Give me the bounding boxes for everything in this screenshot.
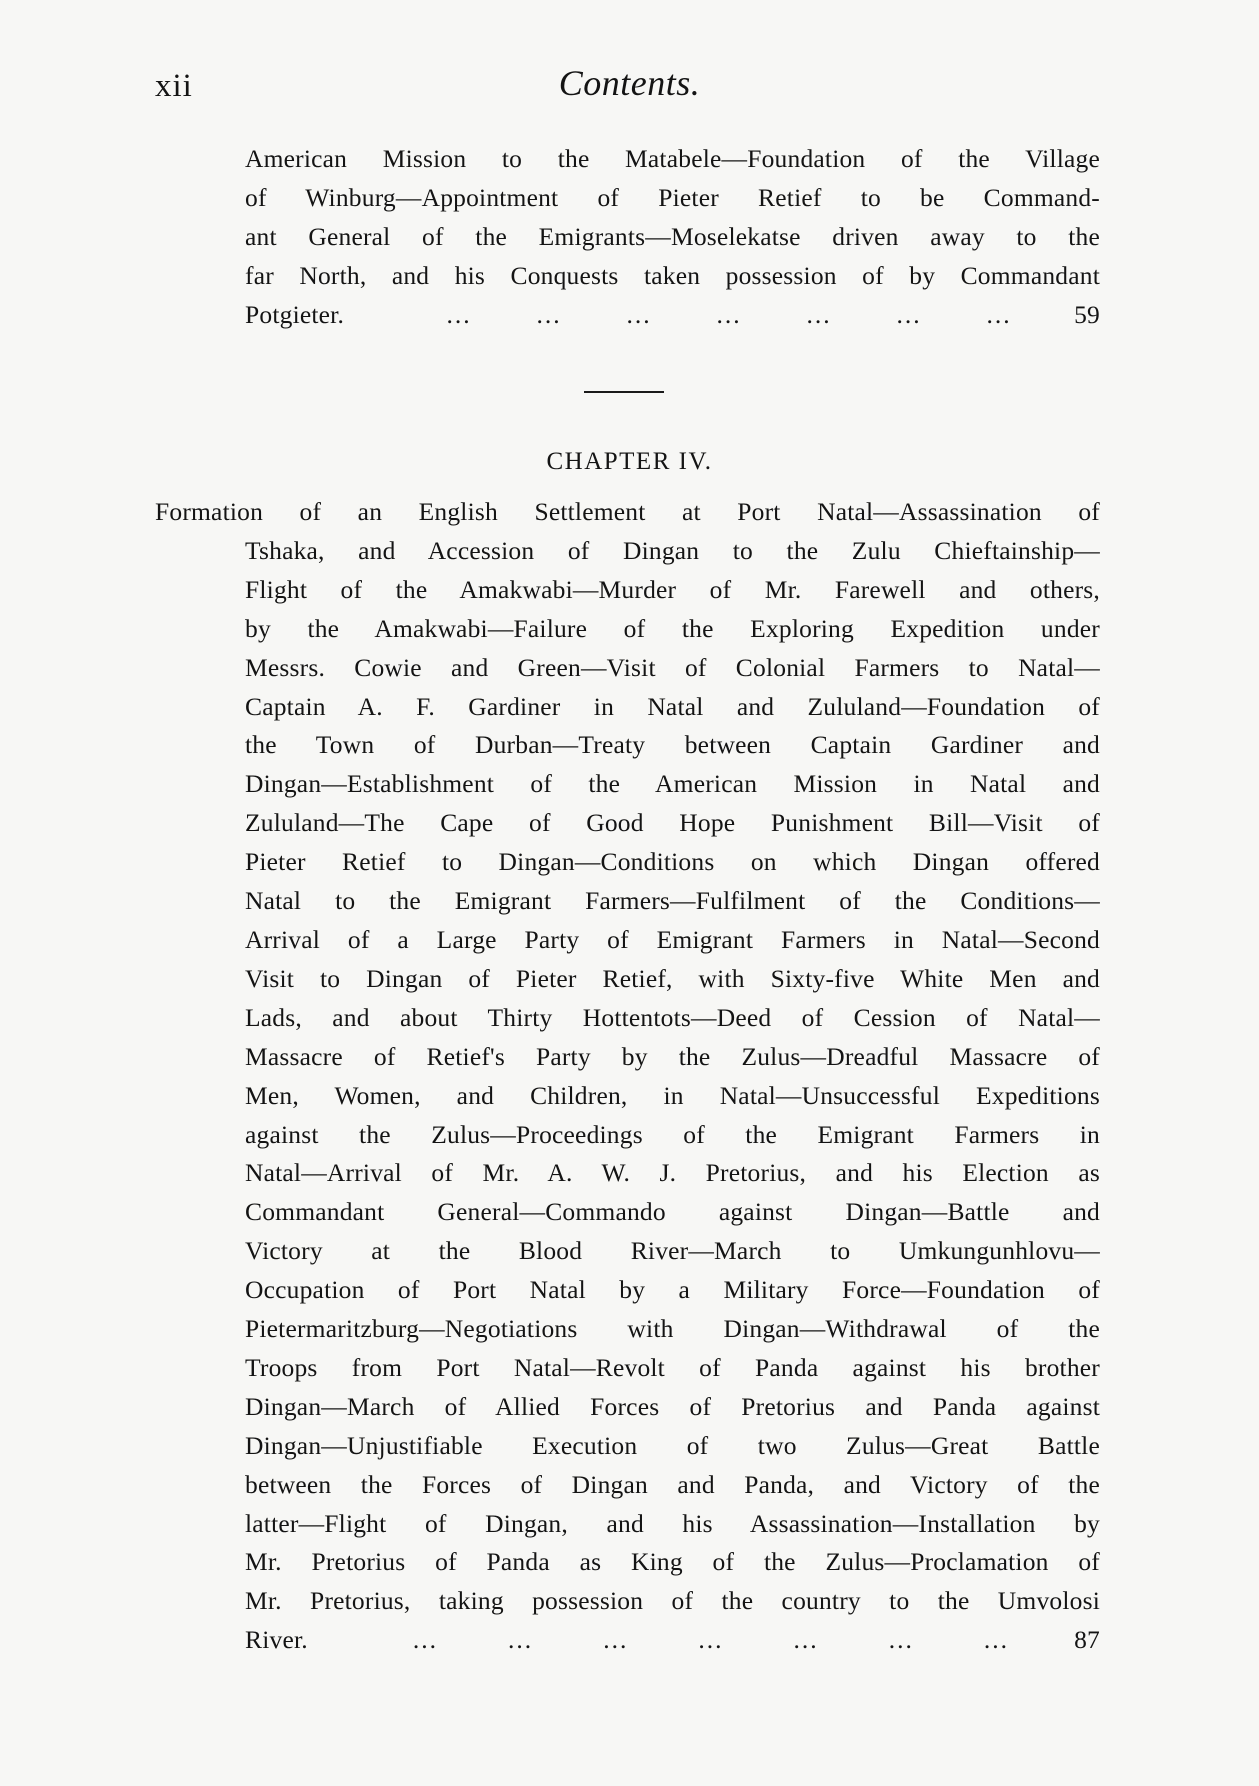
entry-line: Flight of the Amakwabi—Murder of Mr. Farewell and others, [245,574,1100,604]
leader-dots: ... [626,299,652,329]
entry-line: Commandant General—Commando against Dingan—Battle and [245,1197,1100,1227]
entry-line: Visit to Dingan of Pieter Retief, with Sixty-five White Men and [245,963,1100,993]
entry-line: Mr. Pretorius of Panda as King of the Zulus—Proclamation of [245,1547,1100,1577]
entry-line: of Winburg—Appointment of Pieter Retief to be Command- [245,182,1100,212]
entry-line: ant General of the Emigrants—Moselekatse driven away to the [245,221,1100,251]
entry-line: Troops from Port Natal—Revolt of Panda against his brother [245,1352,1100,1382]
entry-last-text: River. [245,1625,308,1655]
entry-line: American Mission to the Matabele—Foundation of the Village [245,144,1100,173]
entry-line: latter—Flight of Dingan, and his Assassination—Installation by [245,1508,1100,1538]
entry-line: Pieter Retief to Dingan—Conditions on which Dingan offered [245,847,1100,877]
entry-line: Arrival of a Large Party of Emigrant Farmers in Natal—Second [245,924,1100,954]
leader-dots: ... [446,299,472,329]
entry-last-line [245,296,1100,335]
entry-line: Lads, and about Thirty Hottentots—Deed of Cession of Natal— [245,1002,1100,1032]
section-divider [584,391,664,393]
entry-line: between the Forces of Dingan and Panda, and Victory of the [245,1469,1100,1499]
leader-dots: ... [986,299,1012,329]
page-reference: 59 [1074,299,1100,329]
entry-line: by the Amakwabi—Failure of the Exploring Expedition under [245,613,1100,643]
entry-line: against the Zulus—Proceedings of the Emigrant Farmers in [245,1119,1100,1149]
entry-line: Occupation of Port Natal by a Military Force—Foundation of [245,1275,1100,1305]
entry-line: Tshaka, and Accession of Dingan to the Zulu Chieftainship— [245,535,1100,565]
dot-leader [344,296,1074,335]
leader-dots: ... [536,299,562,329]
entry-last-text: Potgieter. [245,299,345,329]
contents-entry-chapter-4 [155,493,1100,1660]
running-title: Contents. [558,63,701,103]
entry-line: Messrs. Cowie and Green—Visit of Colonial Farmers to Natal— [245,652,1100,682]
entry-line: far North, and his Conquests taken possession of by Commandant [245,260,1100,290]
leader-dots: ... [603,1625,629,1655]
entry-line: Dingan—Unjustifiable Execution of two Zulus—Great Battle [245,1430,1100,1460]
leader-dots: ... [793,1625,819,1655]
leader-dots: ... [412,1625,438,1655]
entry-line: Natal—Arrival of Mr. A. W. J. Pretorius, and his Election as [245,1158,1100,1188]
leader-dots: ... [888,1625,914,1655]
entry-line: Victory at the Blood River—March to Umkungunhlovu— [245,1236,1100,1266]
leader-dots: ... [716,299,742,329]
entry-line: the Town of Durban—Treaty between Captain Gardiner and [245,730,1100,760]
page-folio: xii [155,68,193,104]
entry-line: Massacre of Retief's Party by the Zulus—Dreadful Massacre of [245,1041,1100,1071]
entry-first-line: Formation of an English Settlement at Port Natal—Assassination of [155,497,1100,526]
entry-last-line [245,1621,1100,1660]
leader-dots: ... [806,299,832,329]
entry-line: Men, Women, and Children, in Natal—Unsuccessful Expeditions [245,1080,1100,1110]
chapter-heading: CHAPTER IV. [546,448,713,475]
entry-line: Mr. Pretorius, taking possession of the country to the Umvolosi [245,1586,1100,1616]
leader-dots: ... [698,1625,724,1655]
entry-line: Captain A. F. Gardiner in Natal and Zululand—Foundation of [245,691,1100,721]
leader-dots: ... [508,1625,534,1655]
leader-dots: ... [896,299,922,329]
page-reference: 87 [1074,1625,1100,1655]
dot-leader [308,1621,1074,1660]
entry-line: Zululand—The Cape of Good Hope Punishment Bill—Visit of [245,808,1100,838]
entry-line: Dingan—March of Allied Forces of Pretorius and Panda against [245,1391,1100,1421]
entry-line: Pietermaritzburg—Negotiations with Dingan—Withdrawal of the [245,1314,1100,1344]
leader-dots: ... [983,1625,1009,1655]
entry-line: Natal to the Emigrant Farmers—Fulfilment of the Conditions— [245,886,1100,916]
entry-line: Dingan—Establishment of the American Mission in Natal and [245,769,1100,799]
contents-entry-chapter-3-end [245,140,1100,335]
